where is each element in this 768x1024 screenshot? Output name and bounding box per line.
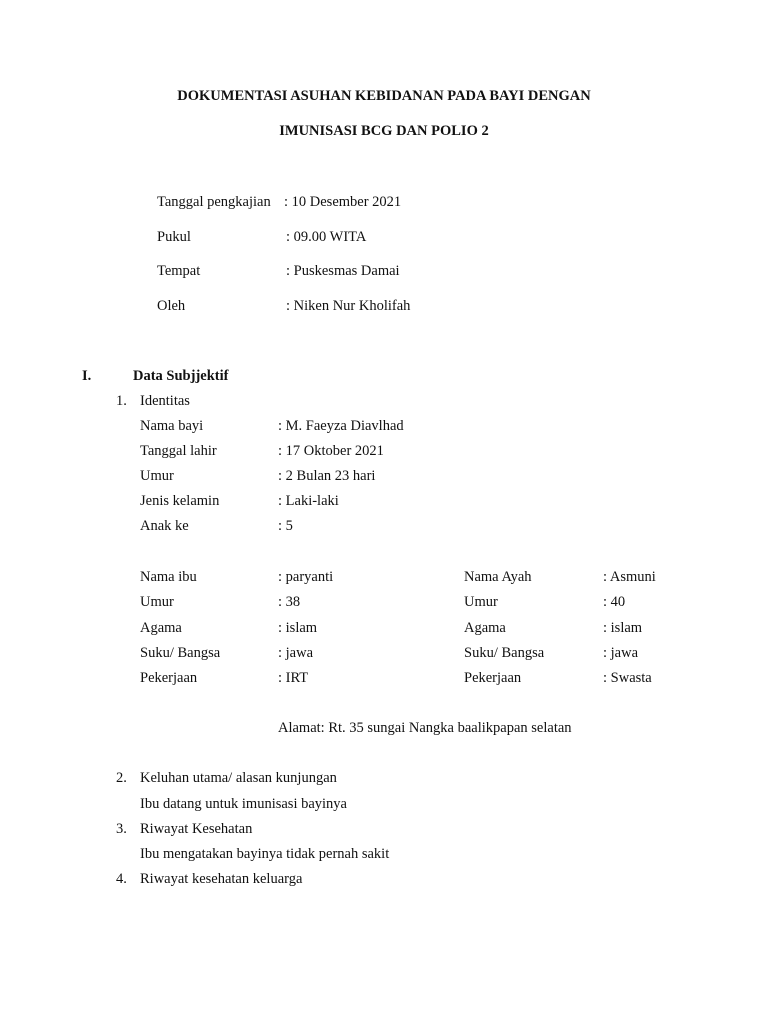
- document-title-line-2: IMUNISASI BCG DAN POLIO 2: [279, 123, 489, 139]
- document-title-line-1: DOKUMENTASI ASUHAN KEBIDANAN PADA BAYI DENGAN: [177, 88, 591, 104]
- father-label-nama: Nama Ayah: [464, 569, 532, 585]
- item-number-riwayat-kesehatan: 3.: [116, 821, 127, 837]
- mother-value-agama: : islam: [278, 620, 318, 636]
- baby-value-nama: : M. Faeyza Diavlhad: [278, 418, 404, 434]
- father-label-suku: Suku/ Bangsa: [464, 645, 545, 661]
- father-value-agama: : islam: [603, 620, 643, 636]
- baby-value-anak-ke: : 5: [278, 518, 293, 534]
- father-label-pekerjaan: Pekerjaan: [464, 670, 522, 686]
- baby-value-jenis-kelamin: : Laki-laki: [278, 493, 339, 509]
- mother-value-umur: : 38: [278, 594, 301, 610]
- section-title: Data Subjjektif: [133, 368, 229, 384]
- mother-label-agama: Agama: [140, 620, 182, 636]
- item-heading-keluhan: Keluhan utama/ alasan kunjungan: [140, 770, 337, 786]
- info-label-tempat: Tempat: [157, 263, 201, 279]
- section-number: I.: [82, 368, 92, 384]
- item-number-identitas: 1.: [116, 393, 127, 409]
- baby-value-tanggal-lahir: : 17 Oktober 2021: [278, 443, 384, 459]
- info-label-oleh: Oleh: [157, 298, 186, 314]
- baby-label-tanggal-lahir: Tanggal lahir: [140, 443, 217, 459]
- father-label-umur: Umur: [464, 594, 498, 610]
- mother-value-pekerjaan: : IRT: [278, 670, 309, 686]
- baby-label-anak-ke: Anak ke: [140, 518, 189, 534]
- baby-label-nama: Nama bayi: [140, 418, 204, 434]
- info-value-pukul: : 09.00 WITA: [286, 229, 367, 245]
- father-value-pekerjaan: : Swasta: [603, 670, 652, 686]
- info-value-tanggal: : 10 Desember 2021: [284, 194, 402, 210]
- baby-label-jenis-kelamin: Jenis kelamin: [140, 493, 220, 509]
- mother-label-umur: Umur: [140, 594, 174, 610]
- father-value-umur: : 40: [603, 594, 626, 610]
- item-heading-riwayat-keluarga: Riwayat kesehatan keluarga: [140, 871, 303, 887]
- address-line: Alamat: Rt. 35 sungai Nangka baalikpapan selatan: [278, 720, 572, 736]
- baby-value-umur: : 2 Bulan 23 hari: [278, 468, 376, 484]
- mother-label-pekerjaan: Pekerjaan: [140, 670, 198, 686]
- info-label-pukul: Pukul: [157, 229, 191, 245]
- mother-value-suku: : jawa: [278, 645, 314, 661]
- mother-value-nama: : paryanti: [278, 569, 334, 585]
- item-number-riwayat-keluarga: 4.: [116, 871, 127, 887]
- father-label-agama: Agama: [464, 620, 506, 636]
- mother-label-suku: Suku/ Bangsa: [140, 645, 221, 661]
- info-value-tempat: : Puskesmas Damai: [286, 263, 400, 279]
- info-value-oleh: : Niken Nur Kholifah: [286, 298, 411, 314]
- mother-label-nama: Nama ibu: [140, 569, 197, 585]
- item-heading-identitas: Identitas: [140, 393, 190, 409]
- baby-label-umur: Umur: [140, 468, 174, 484]
- father-value-suku: : jawa: [603, 645, 639, 661]
- father-value-nama: : Asmuni: [603, 569, 656, 585]
- info-label-tanggal: Tanggal pengkajian: [157, 194, 271, 210]
- item-text-keluhan: Ibu datang untuk imunisasi bayinya: [140, 796, 347, 812]
- item-text-riwayat-kesehatan: Ibu mengatakan bayinya tidak pernah sakit: [140, 846, 390, 862]
- item-number-keluhan: 2.: [116, 770, 127, 786]
- item-heading-riwayat-kesehatan: Riwayat Kesehatan: [140, 821, 253, 837]
